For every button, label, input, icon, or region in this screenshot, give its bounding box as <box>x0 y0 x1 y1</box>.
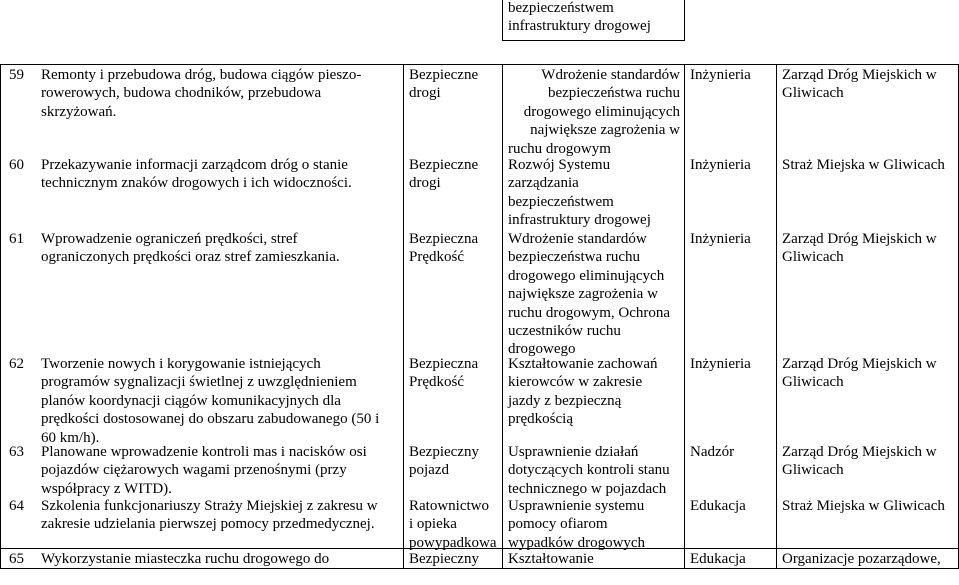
area-line: drogi <box>409 175 441 192</box>
task-line: Tworzenie nowych i korygowanie istniejących <box>41 356 321 372</box>
area-line: Bezpieczna <box>409 231 479 247</box>
task-cell <box>41 550 399 568</box>
goal-line: ruchu drogowym <box>508 140 611 157</box>
category-cell: Edukacja <box>690 498 746 514</box>
responsible-cell <box>782 497 945 515</box>
table-top-border <box>0 64 959 65</box>
responsible-line: Zarząd Dróg Miejskich w <box>782 444 937 460</box>
goal-line: bezpieczeństwa ruchu <box>547 85 680 102</box>
goal-line: Usprawnienie systemu <box>508 498 645 514</box>
goal-cell <box>508 156 680 230</box>
task-line: programów sygnalizacji świetlnej z uwzględnieniem <box>41 374 357 391</box>
goal-line: dotyczących kontroli stanu <box>508 462 670 479</box>
task-line: zakresie udzielania pierwszej pomocy przedmedycznej. <box>41 516 375 533</box>
category-cell: Inżynieria <box>690 356 751 372</box>
goal-line: drogowego <box>508 341 576 358</box>
goal-cell <box>508 497 680 552</box>
responsible-cell <box>782 66 937 103</box>
task-line: Planowane wprowadzenie kontroli mas i nacisków osi <box>41 444 367 460</box>
goal-line: pomocy ofiarom <box>508 516 608 533</box>
task-line: Przekazywanie informacji zarządcom dróg o stanie <box>41 157 348 173</box>
task-line: ograniczonych prędkości oraz stref zamieszkania. <box>41 249 340 266</box>
row-number: 64 <box>9 498 24 514</box>
goal-cell <box>508 230 680 359</box>
responsible-line: Gliwicach <box>782 249 844 266</box>
category-cell: Inżynieria <box>690 67 751 83</box>
task-line: Remonty i przebudowa dróg, budowa ciągów pieszo- <box>41 67 362 83</box>
row-number: 60 <box>9 157 24 173</box>
column-divider <box>502 64 503 569</box>
prev-goal-line: bezpieczeństwem <box>508 0 614 16</box>
goal-cell <box>508 66 680 158</box>
goal-line: uczestników ruchu <box>508 323 621 340</box>
table-left-border <box>0 64 1 569</box>
responsible-line: Gliwicach <box>782 374 844 391</box>
column-divider <box>684 64 685 569</box>
goal-line: największe zagrożenia w <box>508 286 658 303</box>
goal-line: Wdrożenie standardów <box>541 67 680 83</box>
goal-line: drogowego eliminujących <box>508 267 665 284</box>
goal-cell <box>508 443 680 498</box>
top-border-bottom <box>502 40 685 41</box>
task-cell <box>41 355 399 447</box>
area-line: drogi <box>409 85 441 102</box>
category-cell: Inżynieria <box>690 157 751 173</box>
column-divider <box>403 64 404 569</box>
task-line: planów koordynacji ciągów komunikacyjnych dla <box>41 392 341 409</box>
goal-line: największe zagrożenia w <box>530 122 680 139</box>
task-cell <box>41 230 399 267</box>
task-line: skrzyżowań. <box>41 103 117 120</box>
area-line: Bezpieczne <box>409 67 479 83</box>
area-line: Prędkość <box>409 249 464 266</box>
row-number: 61 <box>9 231 24 247</box>
responsible-cell <box>782 156 945 174</box>
responsible-line: Gliwicach <box>782 85 844 102</box>
responsible-line: Straż Miejska w Gliwicach <box>782 157 945 173</box>
task-line: Wprowadzenie ograniczeń prędkości, stref <box>41 231 298 247</box>
column-divider <box>776 64 777 569</box>
task-line: Szkolenia funkcjonariuszy Straży Miejskiej z zakresu w <box>41 498 378 514</box>
responsible-cell <box>782 550 941 568</box>
top-border-left <box>502 0 503 40</box>
area-line: Bezpieczny <box>409 444 479 460</box>
area-cell <box>409 156 478 193</box>
area-line: pojazd <box>409 462 449 479</box>
responsible-line: Zarząd Dróg Miejskich w <box>782 356 937 372</box>
goal-line: drogowego eliminujących <box>523 103 680 120</box>
goal-line: technicznego w pojazdach <box>508 480 667 497</box>
area-line: Bezpieczna <box>409 356 479 372</box>
area-line: Bezpieczny <box>409 551 479 567</box>
area-line: Prędkość <box>409 374 464 391</box>
responsible-line: Straż Miejska w Gliwicach <box>782 498 945 514</box>
area-cell <box>409 443 479 480</box>
goal-line: bezpieczeństwa ruchu <box>508 249 641 266</box>
responsible-line: Zarząd Dróg Miejskich w <box>782 231 937 247</box>
goal-cell <box>508 550 680 568</box>
row-number: 63 <box>9 444 24 460</box>
area-cell <box>409 230 478 267</box>
goal-line: Kształtowanie zachowań <box>508 356 658 372</box>
responsible-cell <box>782 443 937 480</box>
task-line: rowerowych, budowa chodników, przebudowa <box>41 85 322 102</box>
goal-line: Kształtowanie <box>508 551 594 567</box>
goal-line: jazdy z bezpieczną <box>508 392 622 409</box>
area-line: Bezpieczne <box>409 157 479 173</box>
category-cell: Edukacja <box>690 551 746 567</box>
goal-line: prędkością <box>508 411 573 428</box>
area-line: powypadkowa <box>409 534 497 551</box>
area-line: i opieka <box>409 516 457 533</box>
goal-line: bezpieczeństwem <box>508 193 614 210</box>
top-border-right <box>684 0 685 40</box>
responsible-cell <box>782 355 937 392</box>
goal-line: Rozwój Systemu <box>508 157 611 173</box>
area-cell <box>409 355 478 392</box>
task-line: pojazdów ciężarowych wagami przenośnymi (przy <box>41 462 347 479</box>
area-line: Ratownictwo <box>409 498 489 514</box>
area-cell <box>409 550 479 568</box>
task-line: prędkości dostosowanej do obszaru zabudowanego (50 i <box>41 411 380 428</box>
task-line: 60 km/h). <box>41 429 100 446</box>
responsible-line: Organizacje pozarządowe, <box>782 551 941 567</box>
task-cell <box>41 497 399 534</box>
goal-line: Wdrożenie standardów <box>508 231 647 247</box>
prev-goal-line: infrastruktury drogowej <box>508 18 651 35</box>
task-cell <box>41 156 399 193</box>
task-line: technicznym znaków drogowych i ich widoczności. <box>41 175 352 192</box>
category-cell: Nadzór <box>690 444 735 460</box>
area-cell <box>409 66 478 103</box>
prev-goal-fragment <box>508 0 684 36</box>
row-number: 59 <box>9 67 24 83</box>
goal-line: Usprawnienie działań <box>508 444 639 460</box>
task-line: Wykorzystanie miasteczka ruchu drogowego do <box>41 551 330 567</box>
responsible-line: Zarząd Dróg Miejskich w <box>782 67 937 83</box>
responsible-line: Gliwicach <box>782 462 844 479</box>
area-cell <box>409 497 496 552</box>
row-number: 62 <box>9 356 24 372</box>
category-cell: Inżynieria <box>690 231 751 247</box>
goal-line: kierowców w zakresie <box>508 374 643 391</box>
responsible-cell <box>782 230 937 267</box>
goal-line: zarządzania <box>508 175 579 192</box>
task-line: współpracy z WITD). <box>41 480 172 497</box>
goal-cell <box>508 355 680 429</box>
goal-line: wypadków drogowych <box>508 534 646 551</box>
goal-line: infrastruktury drogowej <box>508 212 651 229</box>
row-number: 65 <box>9 551 24 567</box>
goal-line: ruchu drogowym, Ochrona <box>508 304 671 321</box>
task-cell <box>41 443 399 498</box>
task-cell <box>41 66 399 121</box>
